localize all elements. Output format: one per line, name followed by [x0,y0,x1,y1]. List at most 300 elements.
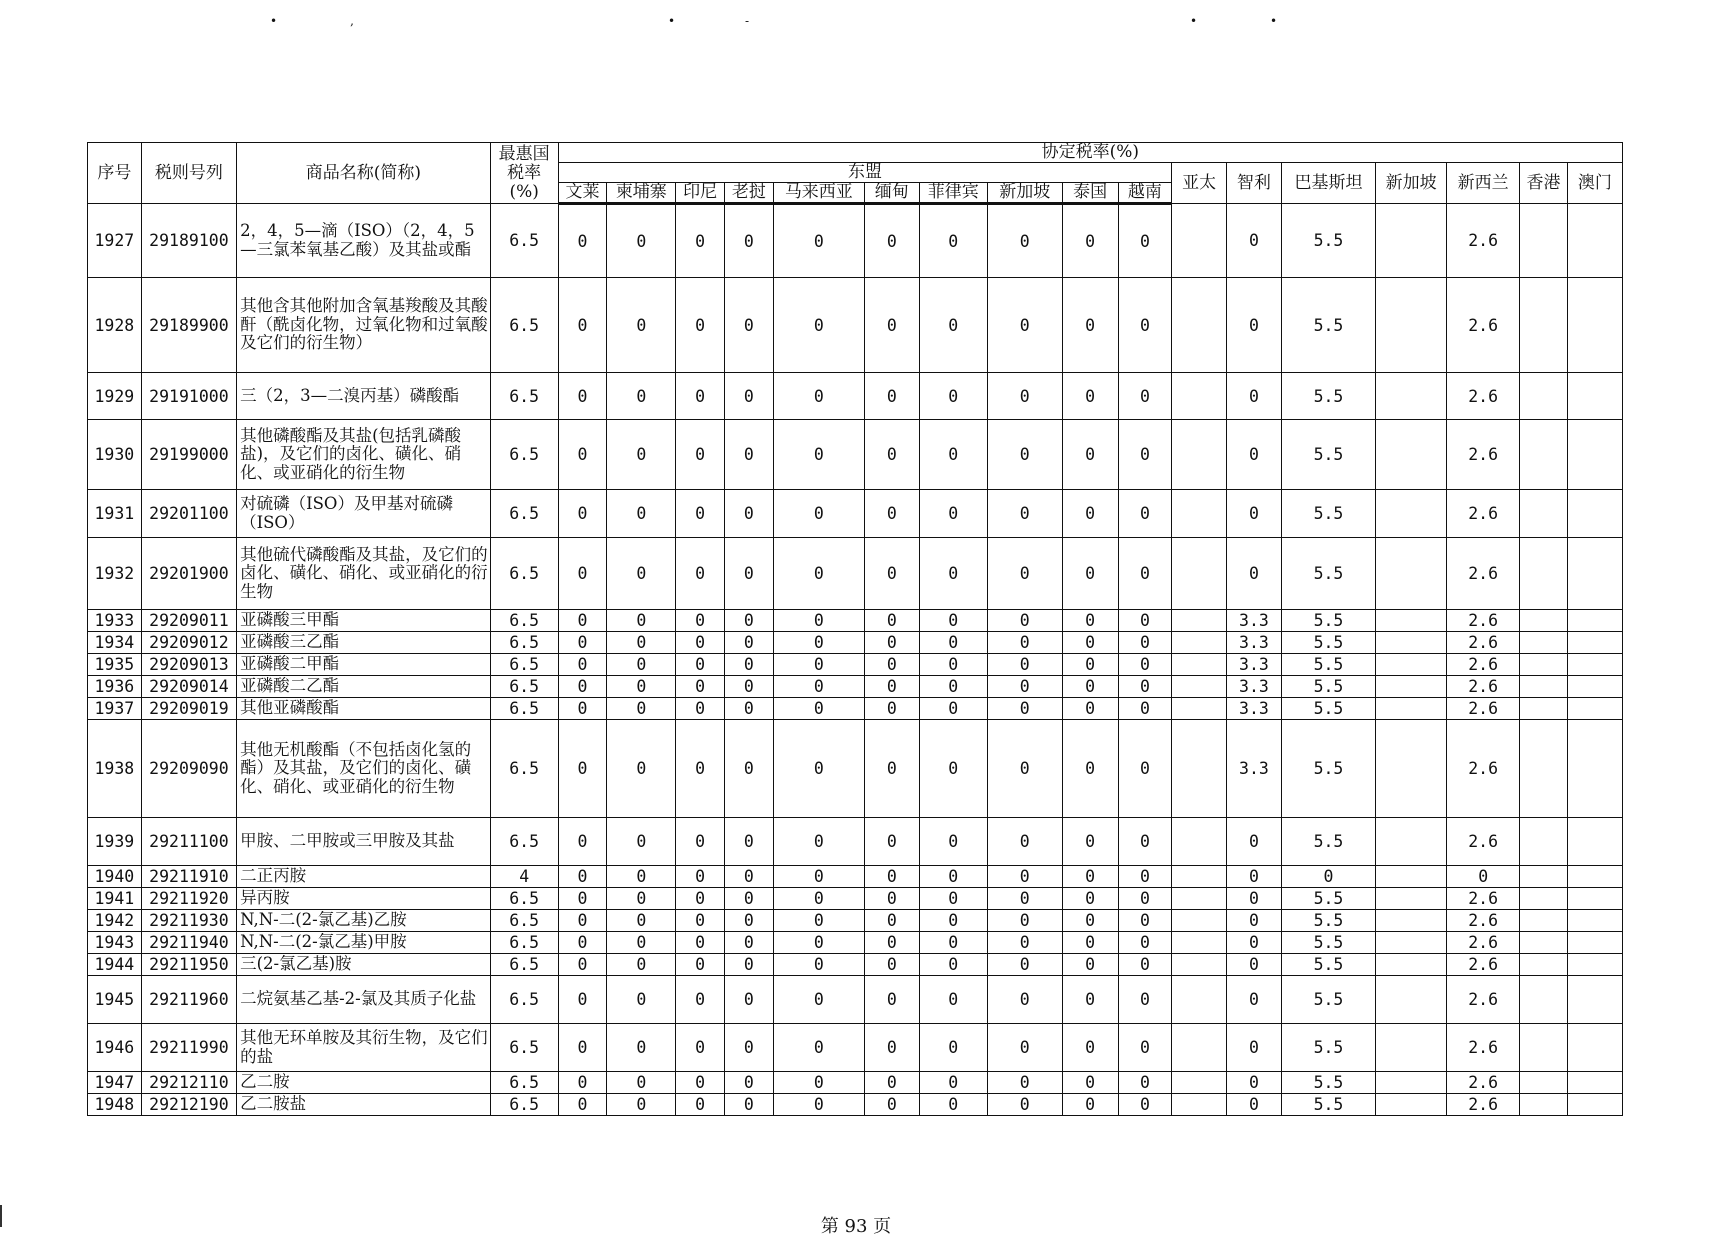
table-row [88,278,1623,373]
row-asean-rate: 0 [987,632,1062,654]
row-asean-rate: 0 [558,954,607,976]
row-asean-rate: 0 [1118,654,1172,676]
row-mfn: 6.5 [490,698,558,720]
row-macao-rate [1567,954,1622,976]
row-apta-rate [1172,278,1227,373]
row-asean-rate: 0 [558,632,607,654]
row-chile-rate: 0 [1227,538,1282,610]
row-asean-rate: 0 [676,538,725,610]
row-asean-rate: 0 [676,818,725,866]
row-chile-rate: 0 [1227,1072,1282,1094]
row-singapore-rate [1376,538,1447,610]
row-asean-rate: 0 [864,910,919,932]
table-row [88,373,1623,420]
row-asean-rate: 0 [919,538,987,610]
row-asean-rate: 0 [724,204,773,278]
table-row [88,720,1623,818]
row-new-zealand-rate: 2.6 [1447,632,1520,654]
row-asean-rate: 0 [607,610,676,632]
row-new-zealand-rate: 2.6 [1447,1094,1520,1116]
row-name: 对硫磷（ISO）及甲基对硫磷（ISO） [237,490,491,538]
row-apta-rate [1172,204,1227,278]
row-asean-rate: 0 [987,610,1062,632]
row-pakistan-rate: 5.5 [1281,910,1375,932]
row-chile-rate: 0 [1227,976,1282,1024]
row-hong-kong-rate [1520,932,1568,954]
row-asean-rate: 0 [1118,676,1172,698]
row-apta-rate [1172,654,1227,676]
row-code: 29201900 [141,538,236,610]
row-asean-rate: 0 [773,954,864,976]
row-code: 29209014 [141,676,236,698]
row-asean-rate: 0 [607,1072,676,1094]
row-asean-rate: 0 [676,654,725,676]
row-asean-rate: 0 [724,910,773,932]
table-row [88,610,1623,632]
row-mfn: 6.5 [490,888,558,910]
row-name: 其他含其他附加含氧基羧酸及其酸酐（酰卤化物，过氧化物和过氧酸及它们的衍生物） [237,278,491,373]
row-name: 其他无环单胺及其衍生物，及它们的盐 [237,1024,491,1072]
row-pakistan-rate: 5.5 [1281,632,1375,654]
row-seq: 1938 [88,720,142,818]
row-mfn: 6.5 [490,538,558,610]
row-apta-rate [1172,420,1227,490]
row-asean-rate: 0 [864,698,919,720]
row-singapore-rate [1376,976,1447,1024]
row-hong-kong-rate [1520,204,1568,278]
table-row [88,538,1623,610]
row-asean-rate: 0 [607,632,676,654]
row-asean-rate: 0 [864,1072,919,1094]
row-chile-rate: 0 [1227,278,1282,373]
row-asean-rate: 0 [1118,204,1172,278]
table-row [88,204,1623,278]
row-asean-rate: 0 [987,538,1062,610]
row-macao-rate [1567,720,1622,818]
row-name: 亚磷酸三甲酯 [237,610,491,632]
row-asean-rate: 0 [676,932,725,954]
row-name: 甲胺、二甲胺或三甲胺及其盐 [237,818,491,866]
row-mfn: 6.5 [490,204,558,278]
row-asean-rate: 0 [607,720,676,818]
row-seq: 1942 [88,910,142,932]
row-asean-rate: 0 [1118,910,1172,932]
row-asean-rate: 0 [607,490,676,538]
table-row [88,632,1623,654]
row-asean-rate: 0 [558,698,607,720]
row-chile-rate: 0 [1227,490,1282,538]
row-new-zealand-rate: 2.6 [1447,888,1520,910]
row-macao-rate [1567,278,1622,373]
row-asean-rate: 0 [1062,654,1118,676]
row-pakistan-rate: 5.5 [1281,698,1375,720]
row-singapore-rate [1376,1072,1447,1094]
row-singapore-rate [1376,720,1447,818]
row-chile-rate: 0 [1227,866,1282,888]
header-asean-singapore: 新加坡 [987,183,1062,204]
row-asean-rate: 0 [724,278,773,373]
row-asean-rate: 0 [987,932,1062,954]
row-macao-rate [1567,490,1622,538]
row-asean-rate: 0 [607,932,676,954]
row-asean-rate: 0 [864,720,919,818]
row-asean-rate: 0 [773,932,864,954]
row-seq: 1936 [88,676,142,698]
header-indonesia: 印尼 [676,183,725,204]
row-mfn: 6.5 [490,490,558,538]
row-asean-rate: 0 [558,1024,607,1072]
row-pakistan-rate: 5.5 [1281,610,1375,632]
row-asean-rate: 0 [864,654,919,676]
row-asean-rate: 0 [919,910,987,932]
row-singapore-rate [1376,278,1447,373]
row-asean-rate: 0 [558,932,607,954]
row-asean-rate: 0 [724,1072,773,1094]
row-singapore-rate [1376,954,1447,976]
row-asean-rate: 0 [558,204,607,278]
row-asean-rate: 0 [1062,976,1118,1024]
row-hong-kong-rate [1520,632,1568,654]
row-mfn: 6.5 [490,976,558,1024]
row-new-zealand-rate: 2.6 [1447,654,1520,676]
row-singapore-rate [1376,610,1447,632]
row-asean-rate: 0 [773,490,864,538]
row-new-zealand-rate: 2.6 [1447,538,1520,610]
row-mfn: 6.5 [490,954,558,976]
row-asean-rate: 0 [1062,720,1118,818]
row-asean-rate: 0 [919,204,987,278]
row-asean-rate: 0 [1118,632,1172,654]
row-code: 29201100 [141,490,236,538]
row-asean-rate: 0 [919,490,987,538]
row-singapore-rate [1376,420,1447,490]
row-asean-rate: 0 [1062,610,1118,632]
row-name: 亚磷酸二乙酯 [237,676,491,698]
row-macao-rate [1567,632,1622,654]
row-asean-rate: 0 [864,278,919,373]
row-asean-rate: 0 [558,888,607,910]
row-asean-rate: 0 [773,888,864,910]
row-asean-rate: 0 [607,538,676,610]
scan-speck: ‑ [745,14,750,28]
row-new-zealand-rate: 2.6 [1447,278,1520,373]
row-code: 29211920 [141,888,236,910]
row-code: 29212190 [141,1094,236,1116]
row-asean-rate: 0 [864,932,919,954]
row-hong-kong-rate [1520,698,1568,720]
row-asean-rate: 0 [864,954,919,976]
row-asean-rate: 0 [987,910,1062,932]
row-name: N,N-二(2-氯乙基)乙胺 [237,910,491,932]
row-asean-rate: 0 [1062,888,1118,910]
row-chile-rate: 0 [1227,204,1282,278]
header-mfn: 最惠国税率(%) [490,143,558,204]
table-row [88,654,1623,676]
header-name: 商品名称(简称) [237,143,491,204]
row-chile-rate: 3.3 [1227,720,1282,818]
row-asean-rate: 0 [558,866,607,888]
row-name: 其他无机酸酯（不包括卤化氢的酯）及其盐，及它们的卤化、磺化、硝化、或亚硝化的衍生物 [237,720,491,818]
row-code: 29209012 [141,632,236,654]
row-hong-kong-rate [1520,654,1568,676]
row-apta-rate [1172,888,1227,910]
row-pakistan-rate: 5.5 [1281,676,1375,698]
row-asean-rate: 0 [919,954,987,976]
row-asean-rate: 0 [724,632,773,654]
tariff-table-container [87,142,1623,1116]
row-code: 29211940 [141,932,236,954]
row-asean-rate: 0 [919,976,987,1024]
row-new-zealand-rate: 2.6 [1447,490,1520,538]
row-macao-rate [1567,610,1622,632]
table-row [88,976,1623,1024]
row-singapore-rate [1376,698,1447,720]
row-seq: 1927 [88,204,142,278]
row-code: 29211990 [141,1024,236,1072]
row-asean-rate: 0 [676,204,725,278]
scan-speck: ‚ [350,14,354,28]
row-chile-rate: 3.3 [1227,698,1282,720]
row-apta-rate [1172,954,1227,976]
row-asean-rate: 0 [987,654,1062,676]
row-mfn: 6.5 [490,610,558,632]
table-row [88,1024,1623,1072]
row-asean-rate: 0 [919,373,987,420]
row-name: 乙二胺 [237,1072,491,1094]
row-asean-rate: 0 [724,490,773,538]
row-asean-rate: 0 [724,420,773,490]
row-asean-rate: 0 [1062,698,1118,720]
row-apta-rate [1172,976,1227,1024]
row-asean-rate: 0 [607,204,676,278]
row-asean-rate: 0 [1118,278,1172,373]
row-pakistan-rate: 5.5 [1281,278,1375,373]
row-asean-rate: 0 [773,278,864,373]
row-asean-rate: 0 [724,1024,773,1072]
row-pakistan-rate: 5.5 [1281,420,1375,490]
scan-speck: • [270,14,278,28]
table-row [88,910,1623,932]
row-macao-rate [1567,888,1622,910]
row-code: 29209011 [141,610,236,632]
row-asean-rate: 0 [987,888,1062,910]
row-asean-rate: 0 [987,866,1062,888]
row-apta-rate [1172,610,1227,632]
row-asean-rate: 0 [607,373,676,420]
row-asean-rate: 0 [1062,632,1118,654]
table-row [88,420,1623,490]
row-asean-rate: 0 [864,373,919,420]
row-asean-rate: 0 [1118,888,1172,910]
row-asean-rate: 0 [558,420,607,490]
row-asean-rate: 0 [1118,698,1172,720]
row-mfn: 6.5 [490,676,558,698]
row-seq: 1934 [88,632,142,654]
row-seq: 1941 [88,888,142,910]
row-asean-rate: 0 [987,954,1062,976]
row-asean-rate: 0 [919,676,987,698]
row-asean-rate: 0 [1062,204,1118,278]
row-asean-rate: 0 [864,204,919,278]
row-pakistan-rate: 5.5 [1281,818,1375,866]
row-singapore-rate [1376,490,1447,538]
row-name: 其他亚磷酸酯 [237,698,491,720]
row-asean-rate: 0 [1118,818,1172,866]
row-asean-rate: 0 [773,720,864,818]
row-asean-rate: 0 [724,954,773,976]
header-vietnam: 越南 [1118,183,1172,204]
row-asean-rate: 0 [864,420,919,490]
row-code: 29211950 [141,954,236,976]
row-asean-rate: 0 [1062,1094,1118,1116]
row-new-zealand-rate: 2.6 [1447,954,1520,976]
row-asean-rate: 0 [919,654,987,676]
row-apta-rate [1172,676,1227,698]
row-asean-rate: 0 [773,866,864,888]
row-asean-rate: 0 [676,1072,725,1094]
row-asean-rate: 0 [676,1094,725,1116]
row-asean-rate: 0 [1062,954,1118,976]
header-new-zealand: 新西兰 [1447,163,1520,204]
row-asean-rate: 0 [1118,420,1172,490]
row-seq: 1930 [88,420,142,490]
row-asean-rate: 0 [987,278,1062,373]
row-name: 乙二胺盐 [237,1094,491,1116]
header-seq: 序号 [88,143,142,204]
row-asean-rate: 0 [987,676,1062,698]
row-asean-rate: 0 [607,954,676,976]
row-asean-rate: 0 [558,278,607,373]
row-asean-rate: 0 [773,420,864,490]
row-asean-rate: 0 [987,490,1062,538]
row-singapore-rate [1376,676,1447,698]
row-asean-rate: 0 [607,1024,676,1072]
row-asean-rate: 0 [1118,1024,1172,1072]
row-asean-rate: 0 [607,910,676,932]
row-mfn: 6.5 [490,720,558,818]
row-asean-rate: 0 [919,420,987,490]
row-seq: 1939 [88,818,142,866]
row-singapore-rate [1376,932,1447,954]
row-asean-rate: 0 [724,676,773,698]
row-macao-rate [1567,654,1622,676]
header-code: 税则号列 [141,143,236,204]
row-asean-rate: 0 [724,610,773,632]
row-macao-rate [1567,932,1622,954]
row-asean-rate: 0 [724,932,773,954]
row-macao-rate [1567,866,1622,888]
row-mfn: 6.5 [490,654,558,676]
row-asean-rate: 0 [676,610,725,632]
row-seq: 1931 [88,490,142,538]
row-asean-rate: 0 [864,1024,919,1072]
row-asean-rate: 0 [607,976,676,1024]
row-asean-rate: 0 [987,720,1062,818]
row-hong-kong-rate [1520,373,1568,420]
row-apta-rate [1172,818,1227,866]
row-asean-rate: 0 [1062,910,1118,932]
row-asean-rate: 0 [1062,866,1118,888]
row-hong-kong-rate [1520,676,1568,698]
row-name: 其他硫代磷酸酯及其盐，及它们的卤化、磺化、硝化、或亚硝化的衍生物 [237,538,491,610]
row-asean-rate: 0 [864,1094,919,1116]
row-asean-rate: 0 [1118,976,1172,1024]
row-apta-rate [1172,1094,1227,1116]
row-asean-rate: 0 [864,610,919,632]
row-chile-rate: 0 [1227,954,1282,976]
row-apta-rate [1172,698,1227,720]
row-chile-rate: 0 [1227,910,1282,932]
row-asean-rate: 0 [773,1072,864,1094]
row-asean-rate: 0 [607,866,676,888]
row-seq: 1929 [88,373,142,420]
row-asean-rate: 0 [987,1024,1062,1072]
row-seq: 1944 [88,954,142,976]
table-row [88,888,1623,910]
header-myanmar: 缅甸 [864,183,919,204]
row-asean-rate: 0 [558,538,607,610]
row-asean-rate: 0 [987,420,1062,490]
row-asean-rate: 0 [919,1072,987,1094]
row-pakistan-rate: 5.5 [1281,538,1375,610]
row-code: 29211960 [141,976,236,1024]
table-row [88,1094,1623,1116]
row-asean-rate: 0 [607,278,676,373]
row-hong-kong-rate [1520,420,1568,490]
row-pakistan-rate: 0 [1281,866,1375,888]
table-header [88,143,1623,204]
row-pakistan-rate: 5.5 [1281,204,1375,278]
row-asean-rate: 0 [1062,373,1118,420]
row-singapore-rate [1376,866,1447,888]
row-asean-rate: 0 [676,976,725,1024]
row-asean-rate: 0 [558,610,607,632]
row-asean-rate: 0 [1118,1094,1172,1116]
row-asean-rate: 0 [1062,932,1118,954]
row-code: 29212110 [141,1072,236,1094]
row-asean-rate: 0 [724,373,773,420]
row-asean-rate: 0 [919,818,987,866]
row-asean-rate: 0 [1118,538,1172,610]
row-asean-rate: 0 [1062,1024,1118,1072]
table-row [88,818,1623,866]
row-name: N,N-二(2-氯乙基)甲胺 [237,932,491,954]
row-asean-rate: 0 [558,720,607,818]
scan-speck: • [1190,14,1198,28]
table-body [88,204,1623,1116]
row-code: 29199000 [141,420,236,490]
row-hong-kong-rate [1520,720,1568,818]
row-asean-rate: 0 [724,720,773,818]
header-philippines: 菲律宾 [919,183,987,204]
row-asean-rate: 0 [607,888,676,910]
row-asean-rate: 0 [1062,1072,1118,1094]
row-code: 29211910 [141,866,236,888]
scan-speck: • [1270,14,1278,28]
row-asean-rate: 0 [1062,676,1118,698]
row-name: 异丙胺 [237,888,491,910]
row-asean-rate: 0 [1062,420,1118,490]
row-hong-kong-rate [1520,976,1568,1024]
row-pakistan-rate: 5.5 [1281,1072,1375,1094]
row-asean-rate: 0 [724,654,773,676]
row-new-zealand-rate: 0 [1447,866,1520,888]
page-number: 第 93 页 [820,1216,892,1237]
row-code: 29189100 [141,204,236,278]
row-asean-rate: 0 [919,866,987,888]
row-new-zealand-rate: 2.6 [1447,204,1520,278]
row-asean-rate: 0 [864,490,919,538]
